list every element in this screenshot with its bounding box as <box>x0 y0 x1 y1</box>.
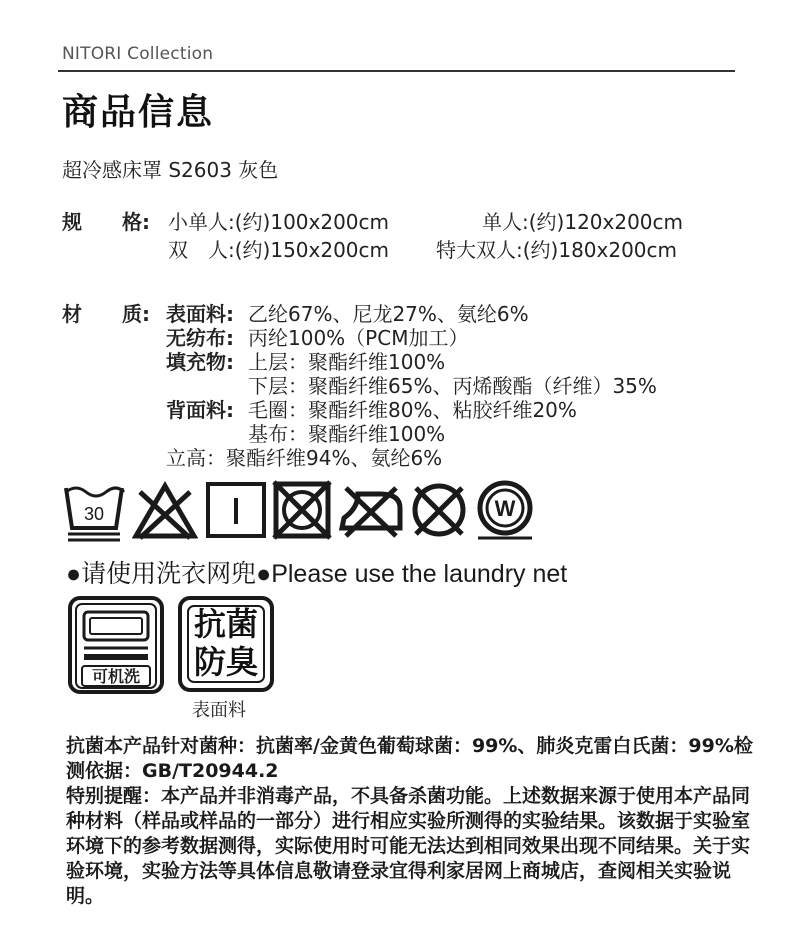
height-value: 立高：聚酯纤维94%、氨纶6% <box>166 446 443 470</box>
filling-upper: 上层：聚酯纤维100% <box>248 350 446 374</box>
antibacterial-note: 抗菌本产品针对菌种：抗菌率/金黄色葡萄球菌：99%、肺炎克雷白氏菌：99%检测依据：GB/T20944.2 <box>66 735 753 782</box>
back-label: 背面料: <box>166 398 234 422</box>
spec-size-king: 特大双人:(约)180x200cm <box>436 238 678 262</box>
special-reminder: 特别提醒：本产品并非消毒产品，不具备杀菌功能。上述数据来源于使用本产品同种材料（样品或样品的一部分）进行相应实验所测得的实验结果。该数据于实验室环境下的参考数据测得，实际使用时可能无法达到相同效果出现不同结果。关于实验环境，实验方法等具体信息敬请登录宜得利家居网上商城店，查阅相关实验说明。 <box>66 785 751 907</box>
spec-size-double: 双 人:(约)150x200cm <box>168 238 390 262</box>
machine-wash-icon <box>68 596 164 694</box>
antibacterial-text: 抗菌 <box>193 605 258 643</box>
antibacterial-badge <box>178 596 274 692</box>
no-iron-icon <box>336 478 406 542</box>
wash-temp-text: 30 <box>83 504 105 524</box>
surface-value: 乙纶67%、尼龙27%、氨纶6% <box>248 302 529 326</box>
back-pile: 毛圈：聚酯纤维80%、粘胶纤维20% <box>248 398 577 422</box>
spec-label: 规 格: <box>62 210 150 234</box>
wet-clean-letter: W <box>494 496 516 521</box>
filling-label: 填充物: <box>166 350 234 374</box>
spec-size-single: 单人:(约)120x200cm <box>482 210 684 234</box>
spec-size-small-single: 小单人:(约)100x200cm <box>168 210 390 234</box>
laundry-net-note: ●请使用洗衣网兜●Please use the laundry net <box>66 560 568 588</box>
wash-30-icon <box>62 478 126 542</box>
line-dry-icon <box>204 478 268 542</box>
back-base: 基布：聚酯纤维100% <box>248 422 446 446</box>
brand-name: NITORI Collection <box>62 44 214 64</box>
surface-label: 表面料: <box>166 302 234 326</box>
antibacterial-caption: 表面料 <box>192 700 246 721</box>
no-dry-clean-icon <box>408 478 470 542</box>
wet-clean-icon <box>474 478 536 542</box>
header-divider <box>58 70 735 72</box>
page-title: 商品信息 <box>62 92 215 133</box>
filling-lower: 下层：聚酯纤维65%、丙烯酸酯（纤维）35% <box>248 374 657 398</box>
deodorant-text: 防臭 <box>193 643 258 681</box>
care-symbols <box>62 478 662 548</box>
nonwoven-value: 丙纶100%（PCM加工） <box>248 326 469 350</box>
no-bleach-icon <box>132 478 198 542</box>
no-tumble-dry-icon <box>270 478 334 542</box>
machine-wash-label: 可机洗 <box>91 667 141 686</box>
material-label: 材 质: <box>62 302 150 326</box>
product-name: 超冷感床罩 S2603 灰色 <box>62 158 279 182</box>
nonwoven-label: 无纺布: <box>166 326 234 350</box>
